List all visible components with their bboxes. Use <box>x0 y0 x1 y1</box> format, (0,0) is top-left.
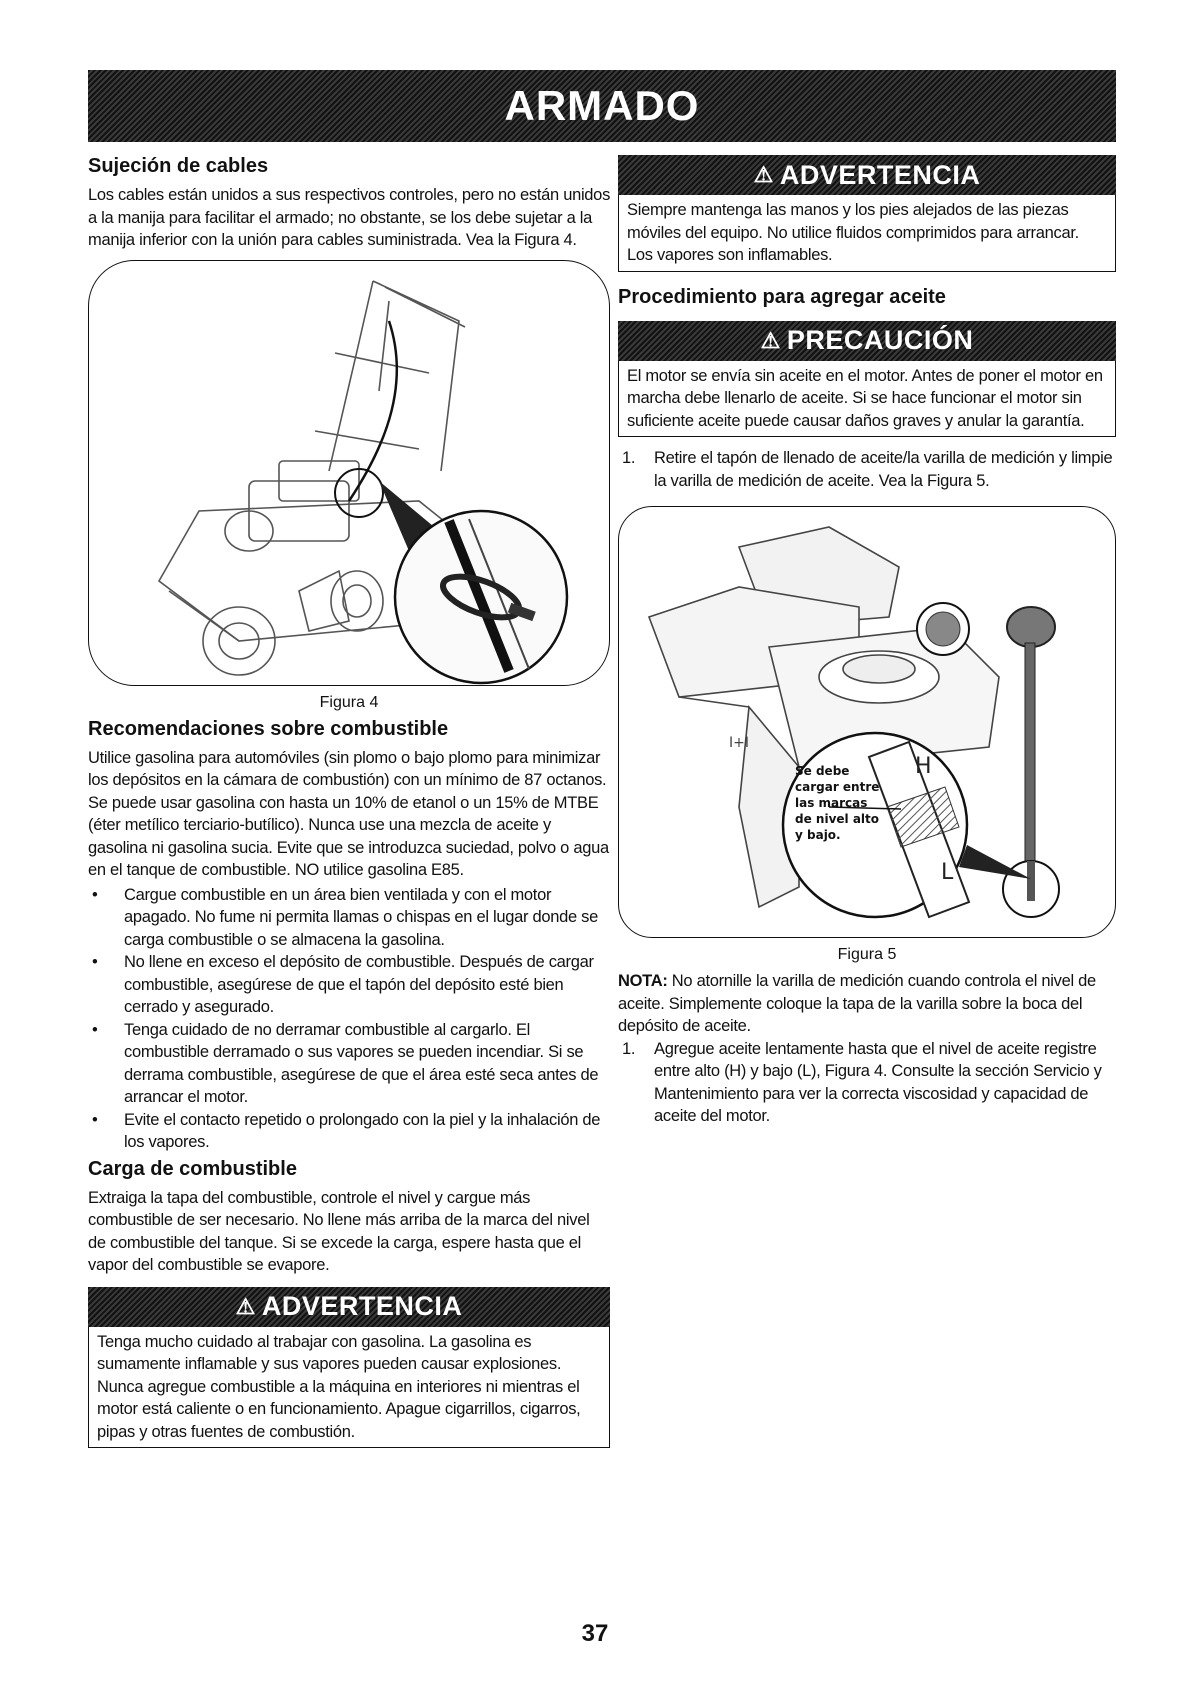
warning-triangle-icon: ⚠ <box>235 1293 256 1319</box>
oil-step <box>618 447 1116 492</box>
fuel-bullet-list <box>88 884 610 1154</box>
figure5-l-label: L <box>941 860 954 885</box>
callout-line: las marcas <box>795 796 868 810</box>
right-column <box>618 155 1116 1128</box>
figure-5 <box>618 506 1116 938</box>
step-number: 1. <box>622 1039 636 1058</box>
step-text: Retire el tapón de llenado de aceite/la varilla de medición y limpie la varilla de medición de aceite. Vea la Figura 5. <box>654 449 1113 490</box>
warning-box-hands <box>618 155 1116 272</box>
fuel-bullet: • Evite el contacto repetido o prolongado con la piel y la inhalación de los vapores. <box>88 1109 610 1154</box>
load-text: Extraiga la tapa del combustible, controle el nivel y cargue más combustible de ser necesario. No llene más arriba de la marca del nivel de combustible del tanque. Si se excede la carga, espere hasta que el vapor del combustible se evapore. <box>88 1188 590 1274</box>
warning-triangle-icon: ⚠ <box>760 327 781 353</box>
warning-title: ADVERTENCIA <box>261 1291 463 1321</box>
step-text: Agregue aceite lentamente hasta que el nivel de aceite registre entre alto (H) y bajo (L), Figura 4. Consulte la sección Servicio y Mantenimiento para ver la correcta viscosidad y capacidad de aceite del motor. <box>654 1039 1102 1125</box>
warning-body <box>618 195 1116 272</box>
note-text: No atornille la varilla de medición cuando controla el nivel de aceite. Simplemente coloque la tapa de la varilla sobre la boca del depósito de aceite. <box>618 972 1096 1035</box>
note-paragraph <box>618 970 1116 1038</box>
warning-header <box>88 1287 610 1327</box>
engine-illustration <box>619 507 1116 937</box>
mower-illustration <box>89 261 610 685</box>
figure-4-caption: Figura 4 <box>319 693 379 711</box>
callout-line: Se debe <box>795 764 850 778</box>
load-heading: Carga de combustible <box>88 1157 297 1180</box>
warning-triangle-icon: ⚠ <box>753 162 774 187</box>
oil-heading: Procedimiento para agregar aceite <box>618 285 946 308</box>
section-banner <box>88 70 1116 142</box>
fuel-heading: Recomendaciones sobre combustible <box>88 717 449 740</box>
banner-title: ARMADO <box>504 82 700 129</box>
fuel-bullet: • No llene en exceso el depósito de combustible. Después de cargar combustible, asegúrese de que el tapón del depósito esté bien cerrado y asegurado. <box>88 951 610 1019</box>
caution-body <box>618 361 1116 438</box>
caution-title: PRECAUCIÓN <box>786 325 974 355</box>
warning-text: Siempre mantenga las manos y los pies alejados de las piezas móviles del equipo. No utilice fluidos comprimidos para arrancar. Los vapores son inflamables. <box>627 201 1079 264</box>
warning-box-fuel <box>88 1287 610 1449</box>
warning-header <box>618 155 1116 195</box>
figure-5-caption: Figura 5 <box>837 946 897 963</box>
cables-text: Los cables están unidos a sus respectivos controles, pero no están unidos a la manija para facilitar el armado; no obstante, se los debe sujetar a la manija inferior con la unión para cables suministrada. Vea la Figura 4. <box>88 186 611 249</box>
fuel-text: Utilice gasolina para automóviles (sin plomo o bajo plomo para minimizar los depósitos en la cámara de combustión) con un mínimo de 87 octanos. Se puede usar gasolina con hasta un 10% de etanol o un 15% de MTBE (éter metílico terciario-butílico). Nunca use una mezcla de aceite y gasolina ni gasolina sucia. Evite que se introduzca suciedad, polvo o agua en el tanque de combustible. NO utilice gasolina E85. <box>88 748 609 879</box>
figure-4 <box>88 260 610 686</box>
cables-heading: Sujeción de cables <box>88 155 269 177</box>
caution-header <box>618 321 1116 361</box>
left-column <box>88 155 610 1448</box>
warning-body <box>88 1327 610 1449</box>
svg-text:I+I: I+I <box>729 735 749 751</box>
callout-line: y bajo. <box>795 828 841 842</box>
warning-title: ADVERTENCIA <box>779 159 981 190</box>
fuel-bullet: • Cargue combustible en un área bien ventilada y con el motor apagado. No fume ni permita llamas o chispas en el lugar donde se carga combustible o se almacena la gasolina. <box>88 884 610 952</box>
fuel-bullet: • Tenga cuidado de no derramar combustible al cargarlo. El combustible derramado o sus vapores se pueden incendiar. Si se derrama combustible, asegúrese de que el área esté seca antes de arrancar el motor. <box>88 1019 610 1109</box>
oil-step <box>618 1038 1116 1128</box>
oil-steps-2 <box>618 1038 1116 1128</box>
page-number: 37 <box>581 1620 609 1647</box>
caution-box <box>618 321 1116 438</box>
note-label: NOTA: <box>618 972 668 990</box>
step-number: 1. <box>622 449 636 467</box>
callout-line: cargar entre <box>795 780 880 794</box>
oil-steps <box>618 447 1116 492</box>
callout-line: de nivel alto <box>795 812 880 826</box>
figure5-h-label: H <box>915 754 932 779</box>
caution-text: El motor se envía sin aceite en el motor. Antes de poner el motor en marcha debe llenarlo de aceite. Si se hace funcionar el motor sin suficiente aceite puede causar daños graves y anular la garantía. <box>627 366 1103 430</box>
warning-text: Tenga mucho cuidado al trabajar con gasolina. La gasolina es sumamente inflamable y sus vapores pueden causar explosiones. Nunca agregue combustible a la máquina en interiores ni mientras el motor está caliente o en funcionamiento. Apague cigarrillos, cigarros, pipas y otras fuentes de combustión. <box>97 1332 581 1441</box>
